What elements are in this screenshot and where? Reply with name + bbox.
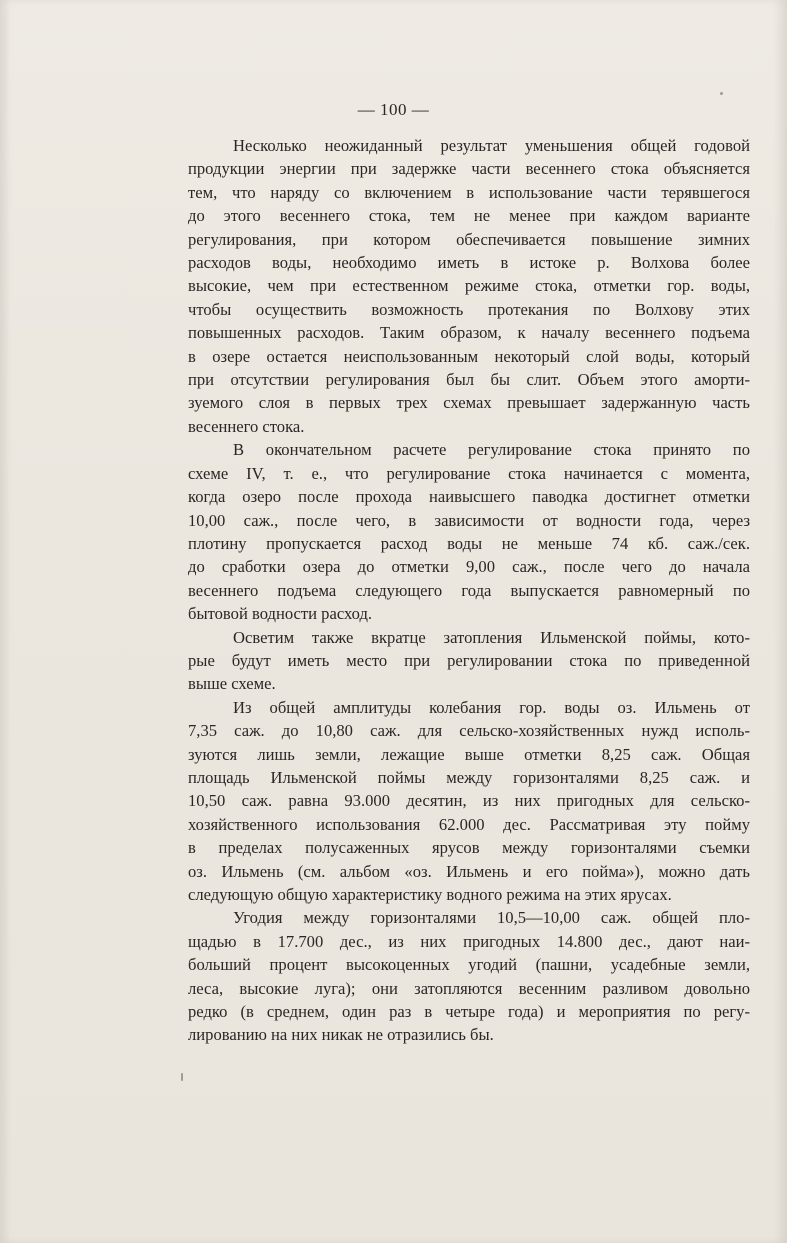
- text-line: весеннего стока.: [188, 416, 305, 436]
- text-line: весеннего подъема следующего года выпускается равномерный по: [188, 580, 750, 600]
- text-line: 7,35 саж. до 10,80 саж. для сельско-хозяйственных нужд исполь-: [188, 721, 750, 741]
- paragraph: [188, 134, 750, 438]
- text-line: высокие, чем при естественном режиме стока, отметки гор. воды,: [188, 276, 750, 296]
- text-line: оз. Ильмень (см. альбом «оз. Ильмень и его пойма»), можно дать: [188, 861, 750, 881]
- text-line: повышенных расходов. Таким образом, к началу весеннего подъема: [188, 323, 750, 343]
- print-speck: [181, 1073, 183, 1081]
- text-line: площадь Ильменской поймы между горизонталями 8,25 саж. и: [188, 767, 750, 787]
- text-line: леса, высокие луга); они затопляются весенним разливом довольно: [188, 978, 750, 998]
- text-line: чтобы осуществить возможность протекания по Волхову этих: [188, 299, 750, 319]
- text-line: расходов воды, необходимо иметь в истоке р. Волхова более: [188, 253, 750, 273]
- text-line: схеме IV, т. е., что регулирование стока начинается с момента,: [188, 463, 750, 483]
- text-line: хозяйственного использования 62.000 дес. Рассматривая эту пойму: [188, 814, 750, 834]
- text-line: 10,00 саж., после чего, в зависимости от водности года, через: [188, 510, 750, 530]
- print-speck: [720, 92, 723, 95]
- text-line: плотину пропускается расход воды не меньше 74 кб. саж./сек.: [188, 533, 750, 553]
- text-line: 10,50 саж. равна 93.000 десятин, из них пригодных для сельско-: [188, 791, 750, 811]
- text-line: лированию на них никак не отразились бы.: [188, 1025, 494, 1045]
- page-right-shadow: [773, 0, 787, 1243]
- text-line: щадью в 17.700 дес., из них пригодных 14.800 дес., дают наи-: [188, 931, 750, 951]
- page-left-shadow: [0, 0, 10, 1243]
- text-line: Из общей амплитуды колебания гор. воды оз. Ильмень от: [233, 697, 750, 717]
- text-line: в озере остается неиспользованным некоторый слой воды, который: [188, 346, 750, 366]
- page-number: — 100 —: [357, 100, 430, 119]
- text-line: Несколько неожиданный результат уменьшения общей годовой: [233, 136, 750, 155]
- paragraph: [188, 906, 750, 1046]
- body-text: [188, 134, 750, 1047]
- text-line: больший процент высокоценных угодий (пашни, усадебные земли,: [188, 955, 750, 975]
- text-line: зуемого слоя в первых трех схемах превышает задержанную часть: [188, 393, 750, 413]
- text-line: в пределах полусаженных ярусов между горизонталями съемки: [188, 838, 750, 858]
- text-line: Осветим также вкратце затопления Ильменской поймы, кото-: [233, 627, 750, 647]
- text-line: до этого весеннего стока, тем не менее при каждом варианте: [188, 206, 750, 226]
- text-line: при отсутствии регулирования был бы слит. Объем этого аморти-: [188, 370, 750, 390]
- text-line: до сработки озера до отметки 9,00 саж., после чего до начала: [188, 557, 750, 577]
- text-line: выше схеме.: [188, 674, 276, 694]
- text-line: редко (в среднем, один раз в четыре года) и мероприятия по регу-: [188, 1002, 750, 1022]
- text-line: когда озеро после прохода наивысшего паводка достигнет отметки: [188, 487, 750, 507]
- text-line: бытовой водности расход.: [188, 604, 373, 624]
- text-line: продукции энергии при задержке части весеннего стока объясняется: [188, 159, 750, 179]
- text-line: В окончательном расчете регулирование стока принято по: [233, 440, 750, 460]
- paragraph: [188, 696, 750, 907]
- text-line: Угодия между горизонталями 10,5—10,00 саж. общей пло-: [233, 908, 750, 928]
- text-line: зуются лишь земли, лежащие выше отметки 8,25 саж. Общая: [188, 744, 750, 764]
- paragraph: [188, 626, 750, 696]
- paragraph: [188, 438, 750, 625]
- text-line: рые будут иметь место при регулировании стока по приведенной: [188, 650, 750, 670]
- text-line: регулирования, при котором обеспечивается повышение зимних: [188, 229, 750, 249]
- text-line: следующую общую характеристику водного режима на этих ярусах.: [188, 885, 672, 904]
- text-line: тем, что наряду со включением в использование части терявшегося: [188, 182, 750, 202]
